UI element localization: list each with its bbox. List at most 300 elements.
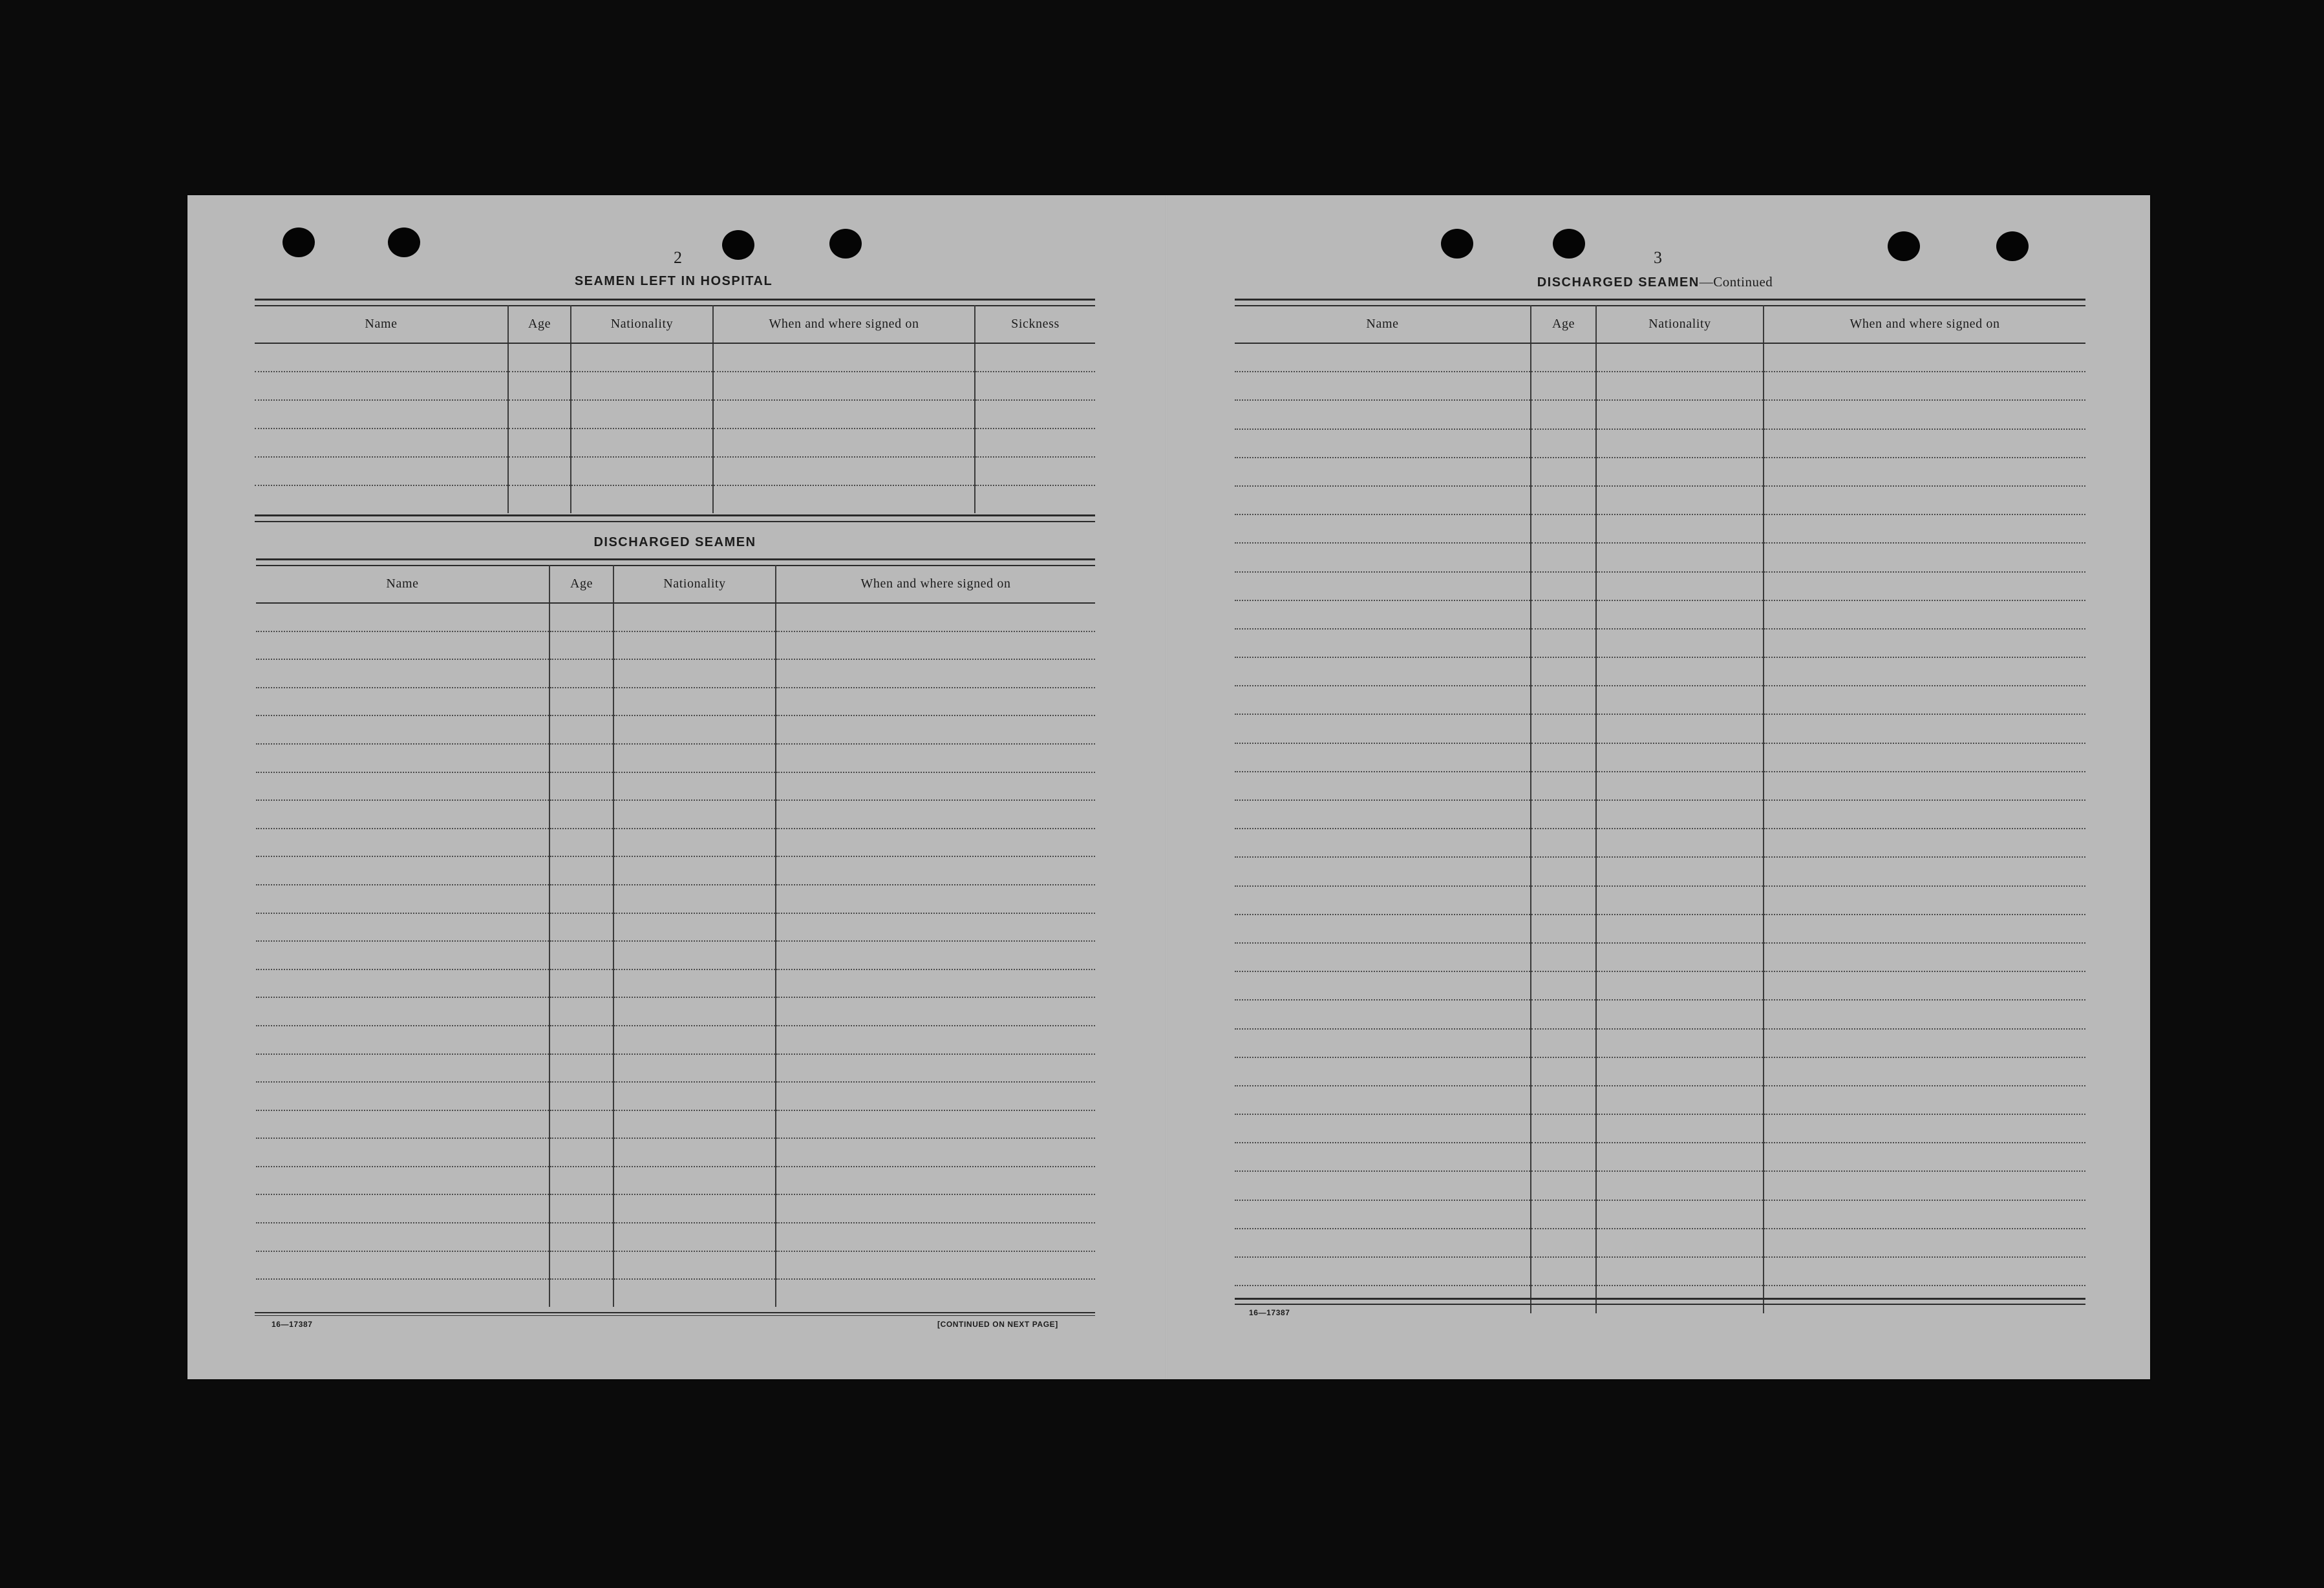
table-cell bbox=[1531, 400, 1596, 429]
column-header-name: Name bbox=[256, 565, 549, 603]
discharged-table-header-row bbox=[256, 565, 1095, 603]
discharged-continued-title bbox=[1235, 274, 2075, 290]
table-cell bbox=[1596, 1000, 1764, 1028]
table-cell bbox=[1764, 686, 2085, 714]
table-cell bbox=[256, 913, 549, 942]
table-row bbox=[1235, 829, 2085, 857]
table-cell bbox=[1531, 486, 1596, 514]
table-cell bbox=[1596, 1114, 1764, 1143]
table-cell bbox=[256, 744, 549, 772]
table-cell bbox=[1596, 1200, 1764, 1229]
table-cell bbox=[1764, 343, 2085, 372]
table-cell bbox=[256, 631, 549, 660]
table-row bbox=[1235, 857, 2085, 885]
table-cell bbox=[1531, 572, 1596, 600]
column-header-signed-on: When and where signed on bbox=[713, 305, 975, 343]
table-cell bbox=[613, 885, 776, 913]
table-cell bbox=[1531, 429, 1596, 458]
table-cell bbox=[713, 343, 975, 372]
table-cell bbox=[1531, 915, 1596, 943]
discharged-section-title bbox=[255, 535, 1095, 550]
table-cell bbox=[713, 429, 975, 457]
table-cell bbox=[549, 997, 613, 1026]
table-cell bbox=[1531, 971, 1596, 1000]
table-cell bbox=[256, 829, 549, 857]
table-cell bbox=[256, 1054, 549, 1083]
table-cell bbox=[1235, 572, 1531, 600]
right-page bbox=[1167, 195, 2150, 1379]
table-cell bbox=[1531, 686, 1596, 714]
table-cell bbox=[613, 800, 776, 829]
table-cell bbox=[1596, 714, 1764, 743]
table-cell bbox=[776, 885, 1095, 913]
table-cell bbox=[549, 744, 613, 772]
table-cell bbox=[1764, 943, 2085, 971]
table-row bbox=[256, 829, 1095, 857]
table-row bbox=[1235, 1029, 2085, 1057]
table-cell bbox=[975, 343, 1095, 372]
table-cell bbox=[255, 343, 508, 372]
table-cell bbox=[256, 1167, 549, 1195]
table-cell bbox=[1764, 1143, 2085, 1171]
table-cell bbox=[256, 772, 549, 801]
table-cell bbox=[713, 457, 975, 485]
table-cell bbox=[1764, 714, 2085, 743]
table-cell bbox=[613, 1251, 776, 1280]
table-cell bbox=[1596, 943, 1764, 971]
table-cell bbox=[1531, 629, 1596, 657]
table-cell bbox=[508, 457, 571, 485]
table-cell bbox=[549, 772, 613, 801]
table-cell bbox=[1531, 800, 1596, 829]
table-cell bbox=[613, 603, 776, 631]
table-cell bbox=[571, 400, 713, 429]
table-row bbox=[255, 343, 1095, 372]
table-cell bbox=[776, 1194, 1095, 1223]
table-row bbox=[256, 744, 1095, 772]
table-cell bbox=[1596, 514, 1764, 543]
table-cell bbox=[776, 715, 1095, 744]
table-row bbox=[1235, 772, 2085, 800]
column-header-nationality: Nationality bbox=[571, 305, 713, 343]
hospital-bottom-rule bbox=[255, 514, 1095, 522]
table-row bbox=[256, 941, 1095, 969]
table-cell bbox=[613, 1082, 776, 1110]
table-row bbox=[1235, 400, 2085, 429]
discharged-continued-title-text: DISCHARGED SEAMEN bbox=[1537, 275, 1700, 290]
table-cell bbox=[1531, 343, 1596, 372]
continued-suffix: —Continued bbox=[1699, 274, 1773, 290]
table-cell bbox=[508, 343, 571, 372]
table-cell bbox=[1596, 743, 1764, 772]
column-header-nationality: Nationality bbox=[613, 565, 776, 603]
table-cell bbox=[1764, 743, 2085, 772]
table-cell bbox=[613, 715, 776, 744]
table-row bbox=[1235, 514, 2085, 543]
table-cell bbox=[975, 429, 1095, 457]
table-cell bbox=[1764, 857, 2085, 885]
table-cell bbox=[1596, 800, 1764, 829]
table-row bbox=[1235, 1200, 2085, 1229]
table-cell bbox=[1764, 800, 2085, 829]
table-cell bbox=[776, 856, 1095, 885]
table-cell bbox=[613, 1110, 776, 1139]
right-bottom-rule bbox=[1235, 1298, 2085, 1305]
table-row bbox=[256, 997, 1095, 1026]
table-cell bbox=[1596, 915, 1764, 943]
table-cell bbox=[256, 1194, 549, 1223]
table-cell bbox=[975, 457, 1095, 485]
table-cell bbox=[776, 659, 1095, 688]
table-cell bbox=[613, 744, 776, 772]
table-cell bbox=[776, 1279, 1095, 1307]
table-cell bbox=[256, 603, 549, 631]
table-cell bbox=[1596, 1229, 1764, 1257]
table-cell bbox=[1531, 372, 1596, 400]
hospital-section-title bbox=[252, 274, 1095, 289]
table-cell bbox=[1531, 657, 1596, 686]
table-cell bbox=[1596, 857, 1764, 885]
table-row bbox=[1235, 800, 2085, 829]
table-cell bbox=[256, 885, 549, 913]
table-cell bbox=[776, 603, 1095, 631]
table-cell bbox=[1235, 1171, 1531, 1200]
table-cell bbox=[1764, 829, 2085, 857]
table-cell bbox=[1531, 1000, 1596, 1028]
table-cell bbox=[613, 969, 776, 998]
table-cell bbox=[255, 457, 508, 485]
table-cell bbox=[776, 744, 1095, 772]
table-row bbox=[256, 772, 1095, 801]
table-cell bbox=[1235, 772, 1531, 800]
table-cell bbox=[1596, 1057, 1764, 1086]
continued-note: [CONTINUED ON NEXT PAGE] bbox=[937, 1320, 1058, 1329]
table-cell bbox=[1235, 1257, 1531, 1286]
table-cell bbox=[1235, 514, 1531, 543]
table-cell bbox=[256, 688, 549, 716]
table-cell bbox=[256, 856, 549, 885]
table-row bbox=[1235, 372, 2085, 400]
hospital-table-body bbox=[255, 343, 1095, 513]
form-number: 16—17387 bbox=[1249, 1308, 1290, 1317]
hospital-table bbox=[255, 305, 1095, 513]
table-cell bbox=[776, 1082, 1095, 1110]
table-cell bbox=[549, 885, 613, 913]
table-cell bbox=[1235, 743, 1531, 772]
table-row bbox=[1235, 458, 2085, 486]
table-row bbox=[255, 400, 1095, 429]
table-cell bbox=[256, 997, 549, 1026]
table-cell bbox=[571, 485, 713, 513]
table-cell bbox=[508, 429, 571, 457]
table-cell bbox=[549, 969, 613, 998]
table-cell bbox=[1596, 1086, 1764, 1114]
table-cell bbox=[1764, 629, 2085, 657]
table-cell bbox=[713, 485, 975, 513]
form-number: 16—17387 bbox=[272, 1320, 313, 1329]
discharged-table-body bbox=[256, 603, 1095, 1307]
table-row bbox=[256, 1279, 1095, 1307]
table-cell bbox=[1596, 486, 1764, 514]
table-cell bbox=[256, 715, 549, 744]
table-cell bbox=[613, 1223, 776, 1251]
table-row bbox=[1235, 429, 2085, 458]
table-cell bbox=[613, 631, 776, 660]
table-cell bbox=[776, 1223, 1095, 1251]
table-cell bbox=[1531, 943, 1596, 971]
table-row bbox=[256, 885, 1095, 913]
table-cell bbox=[255, 485, 508, 513]
table-cell bbox=[776, 997, 1095, 1026]
left-page bbox=[187, 195, 1166, 1379]
table-cell bbox=[549, 941, 613, 969]
discharged-continued-table-body bbox=[1235, 343, 2085, 1313]
table-cell bbox=[1531, 1114, 1596, 1143]
table-cell bbox=[1764, 971, 2085, 1000]
table-row bbox=[1235, 629, 2085, 657]
table-cell bbox=[776, 772, 1095, 801]
table-cell bbox=[1235, 429, 1531, 458]
table-cell bbox=[1764, 657, 2085, 686]
table-row bbox=[1235, 1057, 2085, 1086]
table-cell bbox=[1235, 1200, 1531, 1229]
table-cell bbox=[1764, 486, 2085, 514]
table-row bbox=[1235, 572, 2085, 600]
table-cell bbox=[776, 688, 1095, 716]
table-cell bbox=[1531, 1143, 1596, 1171]
table-row bbox=[1235, 714, 2085, 743]
table-cell bbox=[613, 1194, 776, 1223]
table-cell bbox=[713, 372, 975, 400]
table-row bbox=[256, 715, 1095, 744]
table-row bbox=[1235, 915, 2085, 943]
table-cell bbox=[549, 1054, 613, 1083]
table-cell bbox=[613, 856, 776, 885]
table-row bbox=[256, 1082, 1095, 1110]
discharged-continued-header-row bbox=[1235, 305, 2085, 343]
column-header-name: Name bbox=[1235, 305, 1531, 343]
table-cell bbox=[1531, 1171, 1596, 1200]
table-cell bbox=[613, 1054, 776, 1083]
table-cell bbox=[571, 457, 713, 485]
table-cell bbox=[776, 969, 1095, 998]
table-cell bbox=[256, 941, 549, 969]
table-cell bbox=[1235, 1057, 1531, 1086]
table-cell bbox=[1235, 458, 1531, 486]
table-cell bbox=[776, 913, 1095, 942]
table-cell bbox=[255, 429, 508, 457]
table-cell bbox=[1235, 600, 1531, 629]
table-cell bbox=[613, 1026, 776, 1054]
hospital-section-title-text: SEAMEN LEFT IN HOSPITAL bbox=[574, 274, 773, 288]
table-cell bbox=[1531, 829, 1596, 857]
table-cell bbox=[549, 1251, 613, 1280]
table-cell bbox=[776, 1054, 1095, 1083]
table-cell bbox=[1764, 1229, 2085, 1257]
table-cell bbox=[613, 829, 776, 857]
table-cell bbox=[255, 400, 508, 429]
column-header-signed-on: When and where signed on bbox=[1764, 305, 2085, 343]
column-header-age: Age bbox=[1531, 305, 1596, 343]
table-cell bbox=[1531, 600, 1596, 629]
table-row bbox=[1235, 600, 2085, 629]
table-row bbox=[1235, 686, 2085, 714]
table-cell bbox=[1235, 1143, 1531, 1171]
table-cell bbox=[549, 1082, 613, 1110]
table-cell bbox=[508, 485, 571, 513]
table-cell bbox=[256, 800, 549, 829]
table-cell bbox=[1596, 458, 1764, 486]
table-cell bbox=[776, 1138, 1095, 1167]
table-cell bbox=[613, 659, 776, 688]
table-cell bbox=[1531, 1200, 1596, 1229]
table-row bbox=[1235, 1257, 2085, 1286]
table-cell bbox=[1531, 1086, 1596, 1114]
table-cell bbox=[571, 343, 713, 372]
table-row bbox=[1235, 543, 2085, 571]
table-cell bbox=[1235, 1229, 1531, 1257]
table-cell bbox=[713, 400, 975, 429]
table-cell bbox=[1764, 543, 2085, 571]
table-cell bbox=[776, 800, 1095, 829]
table-cell bbox=[1235, 1000, 1531, 1028]
table-row bbox=[256, 1167, 1095, 1195]
table-cell bbox=[1596, 829, 1764, 857]
table-cell bbox=[1596, 772, 1764, 800]
table-cell bbox=[1596, 686, 1764, 714]
table-row bbox=[1235, 743, 2085, 772]
table-cell bbox=[549, 715, 613, 744]
table-cell bbox=[1596, 629, 1764, 657]
table-cell bbox=[613, 913, 776, 942]
table-cell bbox=[1764, 458, 2085, 486]
table-cell bbox=[549, 1138, 613, 1167]
table-cell bbox=[256, 969, 549, 998]
table-cell bbox=[1235, 857, 1531, 885]
table-cell bbox=[256, 1223, 549, 1251]
page-number: 3 bbox=[1654, 248, 1663, 267]
table-row bbox=[256, 1251, 1095, 1280]
table-row bbox=[255, 372, 1095, 400]
table-cell bbox=[1764, 915, 2085, 943]
table-cell bbox=[1235, 543, 1531, 571]
table-cell bbox=[776, 1251, 1095, 1280]
table-row bbox=[1235, 486, 2085, 514]
table-cell bbox=[613, 1167, 776, 1195]
table-cell bbox=[549, 829, 613, 857]
table-cell bbox=[1764, 572, 2085, 600]
table-cell bbox=[571, 429, 713, 457]
table-cell bbox=[1764, 1114, 2085, 1143]
table-row bbox=[1235, 1000, 2085, 1028]
table-cell bbox=[1531, 458, 1596, 486]
table-row bbox=[256, 856, 1095, 885]
table-cell bbox=[1596, 1171, 1764, 1200]
table-cell bbox=[549, 1194, 613, 1223]
table-cell bbox=[256, 1026, 549, 1054]
table-cell bbox=[256, 1138, 549, 1167]
table-cell bbox=[1596, 572, 1764, 600]
table-cell bbox=[1596, 600, 1764, 629]
table-cell bbox=[1235, 886, 1531, 915]
table-cell bbox=[1531, 1029, 1596, 1057]
table-cell bbox=[613, 688, 776, 716]
table-cell bbox=[1531, 857, 1596, 885]
table-cell bbox=[1764, 1000, 2085, 1028]
page-number: 2 bbox=[674, 248, 683, 267]
table-cell bbox=[1235, 714, 1531, 743]
table-cell bbox=[508, 372, 571, 400]
table-cell bbox=[549, 1279, 613, 1307]
table-cell bbox=[1235, 486, 1531, 514]
table-cell bbox=[1235, 829, 1531, 857]
table-cell bbox=[549, 688, 613, 716]
table-cell bbox=[1235, 657, 1531, 686]
column-header-signed-on: When and where signed on bbox=[776, 565, 1095, 603]
table-row bbox=[256, 969, 1095, 998]
table-row bbox=[1235, 1143, 2085, 1171]
table-row bbox=[256, 1138, 1095, 1167]
table-row bbox=[255, 485, 1095, 513]
table-cell bbox=[1596, 1029, 1764, 1057]
table-cell bbox=[549, 800, 613, 829]
table-cell bbox=[776, 1026, 1095, 1054]
table-row bbox=[1235, 1086, 2085, 1114]
table-cell bbox=[1235, 800, 1531, 829]
table-row bbox=[255, 457, 1095, 485]
table-cell bbox=[613, 941, 776, 969]
table-cell bbox=[549, 1167, 613, 1195]
table-cell bbox=[1764, 1086, 2085, 1114]
table-cell bbox=[1531, 1229, 1596, 1257]
table-cell bbox=[1235, 1086, 1531, 1114]
table-cell bbox=[1235, 372, 1531, 400]
table-cell bbox=[1531, 543, 1596, 571]
table-row bbox=[1235, 886, 2085, 915]
table-cell bbox=[975, 485, 1095, 513]
table-cell bbox=[549, 659, 613, 688]
table-row bbox=[1235, 657, 2085, 686]
table-cell bbox=[1235, 343, 1531, 372]
table-row bbox=[256, 659, 1095, 688]
table-row bbox=[256, 800, 1095, 829]
table-row bbox=[1235, 343, 2085, 372]
table-cell bbox=[1235, 629, 1531, 657]
table-cell bbox=[1764, 514, 2085, 543]
table-cell bbox=[1764, 400, 2085, 429]
discharged-section-title-text: DISCHARGED SEAMEN bbox=[593, 535, 756, 549]
table-row bbox=[1235, 1229, 2085, 1257]
table-cell bbox=[571, 372, 713, 400]
table-cell bbox=[613, 1279, 776, 1307]
table-row bbox=[256, 1194, 1095, 1223]
table-row bbox=[1235, 1114, 2085, 1143]
table-cell bbox=[1596, 429, 1764, 458]
table-cell bbox=[1235, 1114, 1531, 1143]
hospital-table-header-row bbox=[255, 305, 1095, 343]
column-header-age: Age bbox=[508, 305, 571, 343]
table-cell bbox=[1235, 1029, 1531, 1057]
table-cell bbox=[256, 659, 549, 688]
table-cell bbox=[1235, 915, 1531, 943]
table-row bbox=[256, 913, 1095, 942]
table-cell bbox=[255, 372, 508, 400]
table-cell bbox=[549, 1110, 613, 1139]
table-cell bbox=[1531, 772, 1596, 800]
table-cell bbox=[776, 1167, 1095, 1195]
table-row bbox=[256, 1223, 1095, 1251]
table-cell bbox=[1596, 372, 1764, 400]
